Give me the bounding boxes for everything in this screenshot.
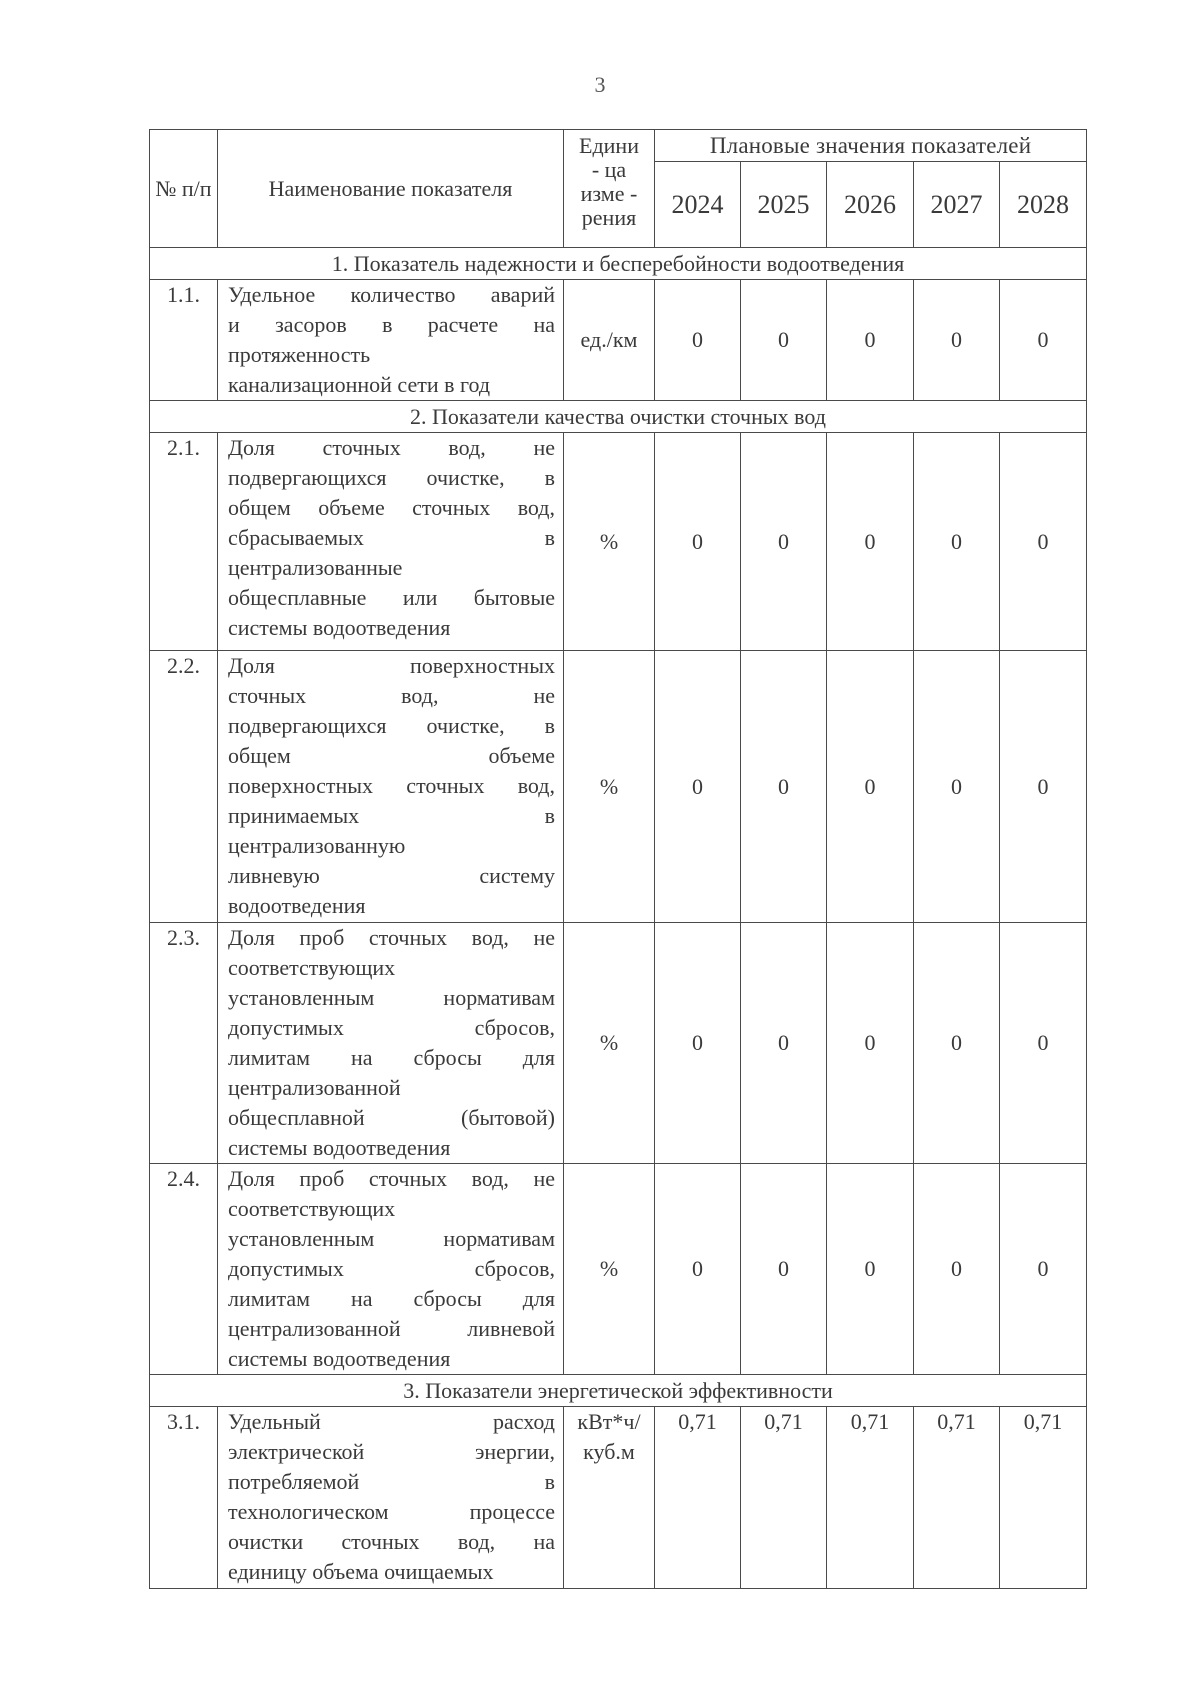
planned-value: 0 — [741, 433, 827, 651]
planned-value: 0 — [1000, 280, 1087, 401]
indicator-name-line: потребляемой в — [228, 1469, 555, 1494]
header-unit-line: изме - — [580, 181, 638, 206]
planned-value: 0 — [655, 651, 741, 923]
unit-cell: % — [564, 433, 655, 651]
planned-value: 0 — [741, 651, 827, 923]
planned-value: 0 — [741, 280, 827, 401]
planned-value: 0 — [827, 1164, 914, 1375]
indicator-name — [218, 651, 564, 923]
section-row — [150, 401, 1087, 433]
indicators-table — [149, 129, 1087, 1589]
header-year: 2026 — [827, 162, 914, 248]
unit-cell: % — [564, 1164, 655, 1375]
indicator-name-line: протяженность — [228, 342, 371, 367]
indicator-name-line: технологическом процессе — [228, 1499, 555, 1524]
indicator-name-line: единицу объема очищаемых — [228, 1559, 494, 1584]
planned-value: 0 — [655, 280, 741, 401]
indicator-name-line: общесплавной (бытовой) — [228, 1105, 555, 1130]
indicator-name-line: общем объеме — [228, 743, 555, 768]
indicator-name-line: системы водоотведения — [228, 1135, 451, 1160]
indicator-name-line: соответствующих — [228, 1196, 396, 1221]
table-body — [150, 248, 1087, 1589]
planned-value: 0,71 — [1000, 1407, 1087, 1589]
indicator-name — [218, 923, 564, 1164]
indicator-name-line: централизованные — [228, 555, 403, 580]
indicator-name-line: системы водоотведения — [228, 1346, 451, 1371]
table-row — [150, 923, 1087, 1164]
row-number: 2.4. — [150, 1164, 218, 1375]
indicator-name-line: централизованной — [228, 1075, 401, 1100]
header-unit-line: рения — [581, 205, 637, 230]
unit-cell: % — [564, 651, 655, 923]
indicator-name-line: Доля проб сточных вод, не — [228, 925, 555, 950]
indicator-name-line: централизованную — [228, 833, 406, 858]
planned-value: 0,71 — [827, 1407, 914, 1589]
planned-value: 0 — [827, 923, 914, 1164]
indicator-name-line: лимитам на сбросы для — [228, 1045, 555, 1070]
unit-line: куб.м — [583, 1439, 635, 1464]
row-number: 2.2. — [150, 651, 218, 923]
table-row — [150, 1407, 1087, 1589]
section-title: 3. Показатели энергетической эффективности — [150, 1375, 1087, 1407]
planned-value: 0,71 — [741, 1407, 827, 1589]
table-row — [150, 433, 1087, 651]
indicator-name-line: Доля сточных вод, не — [228, 435, 555, 460]
indicator-name-line: установленным нормативам — [228, 1226, 555, 1251]
planned-value: 0 — [741, 923, 827, 1164]
row-number: 3.1. — [150, 1407, 218, 1589]
indicator-name-line: поверхностных сточных вод, — [228, 773, 555, 798]
header-number: № п/п — [150, 130, 218, 248]
indicator-name-line: подвергающихся очистке, в — [228, 713, 555, 738]
section-row — [150, 1375, 1087, 1407]
header-unit-line: - ца — [591, 157, 627, 182]
indicator-name-line: соответствующих — [228, 955, 396, 980]
planned-value: 0,71 — [655, 1407, 741, 1589]
planned-value: 0 — [827, 280, 914, 401]
indicator-name-line: общем объеме сточных вод, — [228, 495, 555, 520]
indicator-name — [218, 433, 564, 651]
indicator-name-line: подвергающихся очистке, в — [228, 465, 555, 490]
indicator-name-line: водоотведения — [228, 893, 366, 918]
section-title: 1. Показатель надежности и бесперебойности водоотведения — [150, 248, 1087, 280]
indicator-name-line: электрической энергии, — [228, 1439, 555, 1464]
header-year: 2028 — [1000, 162, 1087, 248]
indicator-name-line: принимаемых в — [228, 803, 555, 828]
planned-value: 0 — [914, 651, 1000, 923]
unit-cell: % — [564, 923, 655, 1164]
header-planned-values: Плановые значения показателей — [655, 130, 1087, 162]
planned-value: 0 — [914, 1164, 1000, 1375]
indicator-name-line: Удельное количество аварий — [228, 282, 555, 307]
indicator-name-line: ливневую систему — [228, 863, 555, 888]
row-number: 2.3. — [150, 923, 218, 1164]
header-year: 2025 — [741, 162, 827, 248]
table-header — [150, 130, 1087, 248]
indicator-name-line: канализационной сети в год — [228, 372, 491, 397]
planned-value: 0 — [827, 651, 914, 923]
indicator-name-line: лимитам на сбросы для — [228, 1286, 555, 1311]
indicator-name-line: системы водоотведения — [228, 615, 451, 640]
page-number: 3 — [594, 72, 606, 97]
indicator-name — [218, 1164, 564, 1375]
planned-value: 0,71 — [914, 1407, 1000, 1589]
planned-value: 0 — [655, 923, 741, 1164]
indicator-name-line: и засоров в расчете на — [228, 312, 555, 337]
table-row — [150, 651, 1087, 923]
row-number: 2.1. — [150, 433, 218, 651]
header-unit — [564, 130, 655, 248]
indicator-name-line: Удельный расход — [228, 1409, 555, 1434]
indicator-name-line: централизованной ливневой — [228, 1316, 555, 1341]
indicator-name-line: Доля проб сточных вод, не — [228, 1166, 555, 1191]
planned-value: 0 — [741, 1164, 827, 1375]
unit-cell: ед./км — [564, 280, 655, 401]
table-row — [150, 1164, 1087, 1375]
planned-value: 0 — [827, 433, 914, 651]
indicator-name — [218, 1407, 564, 1589]
unit-line: кВт*ч/ — [577, 1409, 641, 1434]
planned-value: 0 — [1000, 651, 1087, 923]
indicator-name-line: общесплавные или бытовые — [228, 585, 555, 610]
indicator-name-line: сточных вод, не — [228, 683, 555, 708]
indicator-name-line: сбрасываемых в — [228, 525, 555, 550]
header-year: 2024 — [655, 162, 741, 248]
header-indicator-name: Наименование показателя — [218, 130, 564, 248]
indicator-name-line: очистки сточных вод, на — [228, 1529, 555, 1554]
planned-value: 0 — [1000, 433, 1087, 651]
header-unit-line: Едини — [579, 133, 639, 158]
unit-cell — [564, 1407, 655, 1589]
header-year: 2027 — [914, 162, 1000, 248]
indicator-name-line: допустимых сбросов, — [228, 1256, 555, 1281]
planned-value: 0 — [655, 433, 741, 651]
planned-value: 0 — [1000, 923, 1087, 1164]
indicator-name-line: допустимых сбросов, — [228, 1015, 555, 1040]
table-row — [150, 280, 1087, 401]
indicator-name — [218, 280, 564, 401]
row-number: 1.1. — [150, 280, 218, 401]
section-row — [150, 248, 1087, 280]
planned-value: 0 — [1000, 1164, 1087, 1375]
planned-value: 0 — [914, 923, 1000, 1164]
planned-value: 0 — [655, 1164, 741, 1375]
planned-value: 0 — [914, 280, 1000, 401]
section-title: 2. Показатели качества очистки сточных вод — [150, 401, 1087, 433]
indicator-name-line: Доля поверхностных — [228, 653, 555, 678]
indicator-name-line: установленным нормативам — [228, 985, 555, 1010]
planned-value: 0 — [914, 433, 1000, 651]
